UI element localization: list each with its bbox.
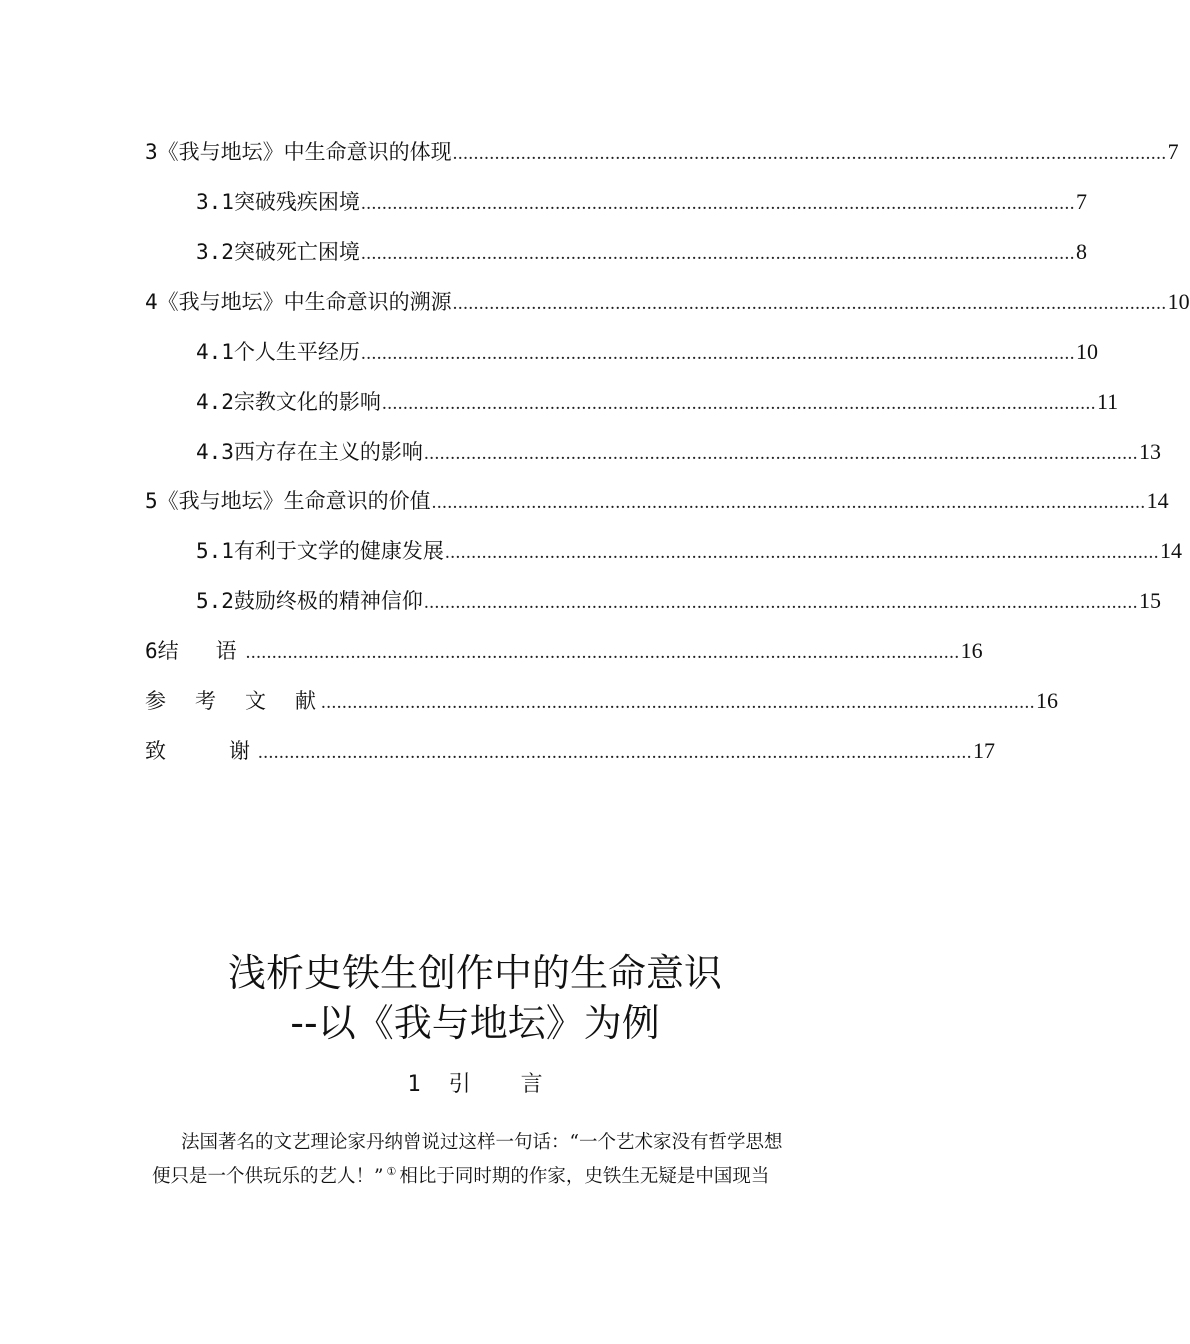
toc-leader-dots: ........................................................................................................................................ [360,193,1075,214]
toc-entry-number: 4.3 [196,440,234,464]
toc-entry[interactable] [145,287,1190,317]
toc-entry[interactable] [196,437,1161,467]
toc-entry-title: 鼓励终极的精神信仰 [233,589,423,613]
toc-leader-dots: ........................................................................................................................................ [381,393,1096,414]
toc-entry-page: 8 [1075,239,1087,264]
toc-entry-number: 4.2 [196,390,234,414]
toc-leader-dots: ........................................................................................................................................ [245,642,960,663]
toc-entry-page: 11 [1096,389,1119,414]
toc-entry-title: 《我与地坛》生命意识的价值 [157,489,431,513]
toc-entry[interactable] [196,387,1119,417]
toc-entry-page: 16 [960,638,983,663]
section-title: 引言 [448,1072,593,1097]
toc-entry-title: 西方存在主义的影响 [233,440,423,464]
toc-entry-title: 结 语 [157,639,245,663]
paragraph-text: 相比于同时期的作家，史铁生无疑是中国现当 [399,1166,770,1187]
toc-entry[interactable] [196,536,1182,566]
toc-entry[interactable] [196,237,1087,267]
toc-entry-number: 4.1 [196,340,234,364]
toc-entry-title: 突破死亡困境 [233,240,360,264]
toc-entry[interactable] [145,736,995,766]
toc-entry-page: 17 [973,738,995,763]
toc-leader-dots: ........................................................................................................................................ [452,143,1167,164]
section-number: 1 [407,1072,421,1097]
toc-entry[interactable] [145,486,1169,516]
toc-entry-page: 14 [1146,488,1169,513]
toc-entry-page: 13 [1138,439,1161,464]
toc-entry-title: 致 谢 [145,739,257,763]
footnote-marker[interactable]: ① [386,1164,397,1178]
toc-entry-number: 5.2 [196,589,234,613]
toc-entry-page: 7 [1075,189,1087,214]
toc-entry-page: 7 [1167,139,1179,164]
toc-leader-dots: ........................................................................................................................................ [360,343,1075,364]
paragraph-line: 法国著名的文艺理论家丹纳曾说过这样一句话：“一个艺术家没有哲学思想 [181,1132,783,1153]
toc-leader-dots: ........................................................................................................................................ [423,443,1138,464]
toc-entry[interactable] [145,137,1179,167]
toc-entry[interactable] [196,586,1161,616]
toc-leader-dots: ........................................................................................................................................ [444,542,1159,563]
toc-entry-title: 突破残疾困境 [233,190,360,214]
toc-entry[interactable] [196,187,1087,217]
toc-entry[interactable] [196,337,1098,367]
toc-entry-number: 4 [145,290,158,314]
toc-leader-dots: ........................................................................................................................................ [423,592,1138,613]
toc-entry-page: 14 [1159,538,1182,563]
toc-entry-title: 参 考 文 献 [145,689,320,713]
toc-entry-number: 3.1 [196,190,234,214]
toc-entry-number: 3 [145,140,158,164]
toc-leader-dots: ........................................................................................................................................ [360,243,1075,264]
document-subtitle: --以《我与地坛》为例 [290,1001,660,1045]
toc-leader-dots: ........................................................................................................................................ [258,742,972,763]
paragraph-text: 便只是一个供玩乐的艺人！” [152,1166,384,1187]
toc-entry-number: 5.1 [196,539,234,563]
toc-leader-dots: ........................................................................................................................................ [321,692,1035,713]
toc-entry-number: 6 [145,639,158,663]
toc-entry-number: 3.2 [196,240,234,264]
toc-leader-dots: ........................................................................................................................................ [431,492,1146,513]
toc-entry-title: 《我与地坛》中生命意识的体现 [157,140,452,164]
section-heading [0,1068,950,1102]
toc-entry-number: 5 [145,489,158,513]
body-paragraph [152,1126,812,1194]
toc-leader-dots: ........................................................................................................................................ [452,293,1167,314]
toc-entry-page: 10 [1075,339,1098,364]
toc-entry[interactable] [145,636,983,666]
toc-entry-page: 16 [1036,688,1058,713]
toc-entry-title: 《我与地坛》中生命意识的溯源 [157,290,452,314]
toc-entry-title: 有利于文学的健康发展 [233,539,444,563]
document-title: 浅析史铁生创作中的生命意识 [227,951,722,995]
toc-entry-title: 个人生平经历 [233,340,360,364]
toc-entry-page: 15 [1138,588,1161,613]
toc-entry-page: 10 [1167,289,1190,314]
paragraph-line [152,1160,812,1194]
toc-entry[interactable] [145,686,1058,716]
toc-entry-title: 宗教文化的影响 [233,390,381,414]
